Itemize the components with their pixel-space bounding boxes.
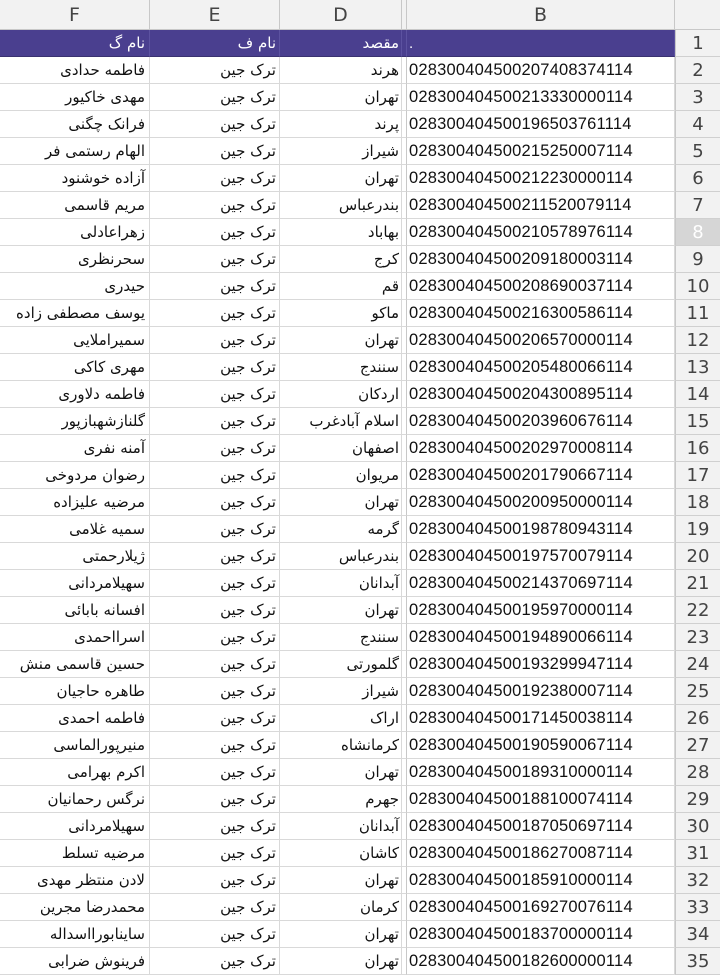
row-number[interactable]: 17	[675, 462, 720, 489]
tracking-number-suffix: 4	[623, 465, 633, 484]
tracking-number-text: 02830040450019757007911	[409, 546, 624, 565]
cell-last-name[interactable]: ترک جین	[150, 759, 280, 786]
tracking-number-text: 02830040450020396067611	[409, 411, 624, 430]
cell-destination[interactable]: کاشان	[280, 840, 402, 867]
tracking-number-suffix: 4	[623, 276, 633, 295]
row-number[interactable]: 15	[675, 408, 720, 435]
table-row	[0, 948, 720, 975]
table-row	[0, 705, 720, 732]
tracking-number-suffix: 4	[623, 870, 633, 889]
row-number[interactable]: 5	[675, 138, 720, 165]
tracking-number-text: 02830040450020095000011	[409, 492, 624, 511]
cell-first-name[interactable]: رضوان مردوخی	[0, 462, 150, 489]
row-number[interactable]: 29	[675, 786, 720, 813]
cell-tracking-number[interactable]	[407, 732, 675, 759]
table-row	[0, 759, 720, 786]
cell-first-name[interactable]: مهدی خاکیور	[0, 84, 150, 111]
table-row	[0, 678, 720, 705]
tracking-number-text: 02830040450016927007611	[409, 897, 624, 916]
cell-last-name[interactable]: ترک جین	[150, 381, 280, 408]
cell-destination[interactable]: بندرعباس	[280, 543, 402, 570]
cell-destination[interactable]: اراک	[280, 705, 402, 732]
tracking-number-text: 02830040450019597000011	[409, 600, 624, 619]
header-cell-first-name[interactable]: نام گ	[0, 30, 150, 57]
column-header-e[interactable]: E	[150, 0, 280, 30]
cell-first-name[interactable]: منیرپورالماسی	[0, 732, 150, 759]
cell-tracking-number[interactable]	[407, 435, 675, 462]
cell-tracking-number[interactable]	[407, 786, 675, 813]
cell-destination[interactable]: تهران	[280, 948, 402, 975]
row-number[interactable]: 27	[675, 732, 720, 759]
cell-last-name[interactable]: ترک جین	[150, 84, 280, 111]
row-number[interactable]: 6	[675, 165, 720, 192]
cell-last-name[interactable]: ترک جین	[150, 354, 280, 381]
cell-last-name[interactable]: ترک جین	[150, 219, 280, 246]
row-number[interactable]: 13	[675, 354, 720, 381]
cell-destination[interactable]: گرمه	[280, 516, 402, 543]
cell-first-name[interactable]: محمدرضا مجرین	[0, 894, 150, 921]
table-row	[0, 57, 720, 84]
cell-tracking-number[interactable]	[407, 759, 675, 786]
row-number[interactable]: 8	[675, 219, 720, 246]
cell-first-name[interactable]: مرضیه تسلط	[0, 840, 150, 867]
cell-last-name[interactable]: ترک جین	[150, 273, 280, 300]
tracking-number-suffix: 4	[623, 951, 633, 970]
tracking-number-suffix: 4	[623, 708, 633, 727]
tracking-number-suffix: 4	[623, 60, 633, 79]
cell-first-name[interactable]: سهیلامردانی	[0, 813, 150, 840]
tracking-number-suffix: 4	[623, 384, 633, 403]
tracking-number-suffix: 4	[623, 141, 633, 160]
tracking-number-text: 02830040450020918000311	[409, 249, 624, 268]
tracking-number-text: 02830040450021057897611	[409, 222, 624, 241]
row-number[interactable]: 9	[675, 246, 720, 273]
cell-last-name[interactable]: ترک جین	[150, 948, 280, 975]
cell-tracking-number[interactable]	[407, 381, 675, 408]
row-number[interactable]: 4	[675, 111, 720, 138]
table-row	[0, 894, 720, 921]
cell-tracking-number[interactable]	[407, 138, 675, 165]
tracking-number-text: 02830040450018370000011	[409, 924, 624, 943]
cell-tracking-number[interactable]	[407, 219, 675, 246]
cell-first-name[interactable]: فرینوش ضرابی	[0, 948, 150, 975]
cell-tracking-number[interactable]	[407, 489, 675, 516]
cell-first-name[interactable]: یوسف مصطفی زاده	[0, 300, 150, 327]
cell-last-name[interactable]: ترک جین	[150, 732, 280, 759]
tracking-number-suffix: 4	[623, 573, 633, 592]
row-number[interactable]: 16	[675, 435, 720, 462]
tracking-number-suffix: 4	[623, 681, 633, 700]
row-number[interactable]: 22	[675, 597, 720, 624]
cell-last-name[interactable]: ترک جین	[150, 624, 280, 651]
row-number[interactable]: 25	[675, 678, 720, 705]
tracking-number-text: 02830040450018810007411	[409, 789, 624, 808]
tracking-number-text: 02830040450018627008711	[409, 843, 624, 862]
cell-destination[interactable]: تهران	[280, 759, 402, 786]
row-number[interactable]: 12	[675, 327, 720, 354]
table-row	[0, 273, 720, 300]
cell-tracking-number[interactable]	[407, 111, 675, 138]
table-header-row	[0, 30, 720, 57]
row-number[interactable]: 20	[675, 543, 720, 570]
tracking-number-suffix: 4	[623, 303, 633, 322]
row-number[interactable]: 18	[675, 489, 720, 516]
table-row	[0, 354, 720, 381]
cell-last-name[interactable]: ترک جین	[150, 138, 280, 165]
cell-destination[interactable]: قم	[280, 273, 402, 300]
row-number[interactable]: 3	[675, 84, 720, 111]
cell-tracking-number[interactable]	[407, 678, 675, 705]
cell-first-name[interactable]: اسرااحمدی	[0, 624, 150, 651]
tracking-number-text: 02830040450020740837411	[409, 60, 624, 79]
cell-first-name[interactable]: الهام رستمی فر	[0, 138, 150, 165]
cell-tracking-number[interactable]	[407, 516, 675, 543]
cell-tracking-number[interactable]	[407, 705, 675, 732]
cell-destination[interactable]: کرمانشاه	[280, 732, 402, 759]
table-row	[0, 840, 720, 867]
cell-first-name[interactable]: فاطمه احمدی	[0, 705, 150, 732]
cell-last-name[interactable]: ترک جین	[150, 894, 280, 921]
row-number[interactable]: 31	[675, 840, 720, 867]
tracking-number-text: 02830040450018260000011	[409, 951, 624, 970]
cell-last-name[interactable]: ترک جین	[150, 435, 280, 462]
table-row	[0, 570, 720, 597]
table-row	[0, 786, 720, 813]
row-number[interactable]: 32	[675, 867, 720, 894]
cell-destination[interactable]: اصفهان	[280, 435, 402, 462]
tracking-number-suffix: 4	[623, 519, 633, 538]
cell-tracking-number[interactable]	[407, 813, 675, 840]
cell-destination[interactable]: شیراز	[280, 138, 402, 165]
tracking-number-suffix: 4	[623, 735, 633, 754]
table-row	[0, 921, 720, 948]
row-number[interactable]: 7	[675, 192, 720, 219]
cell-first-name[interactable]: فاطمه حدادی	[0, 57, 150, 84]
table-row	[0, 84, 720, 111]
tracking-number-suffix: 4	[623, 789, 633, 808]
tracking-number-suffix: 4	[623, 492, 633, 511]
cell-tracking-number[interactable]	[407, 165, 675, 192]
table-row	[0, 327, 720, 354]
tracking-number-suffix: 4	[623, 87, 633, 106]
cell-destination[interactable]: بندرعباس	[280, 192, 402, 219]
tracking-number-text: 02830040450020430089511	[409, 384, 624, 403]
cell-last-name[interactable]: ترک جین	[150, 489, 280, 516]
cell-first-name[interactable]: افسانه بابائی	[0, 597, 150, 624]
row-number[interactable]: 2	[675, 57, 720, 84]
row-number[interactable]: 24	[675, 651, 720, 678]
tracking-number-suffix: 4	[623, 627, 633, 646]
header-cell-destination[interactable]: مقصد	[280, 30, 402, 57]
cell-destination[interactable]: تهران	[280, 489, 402, 516]
table-row	[0, 192, 720, 219]
tracking-number-text: 02830040450021223000011	[409, 168, 624, 187]
cell-last-name[interactable]: ترک جین	[150, 192, 280, 219]
row-number[interactable]: 14	[675, 381, 720, 408]
cell-destination[interactable]: گلمورتی	[280, 651, 402, 678]
cell-last-name[interactable]: ترک جین	[150, 921, 280, 948]
cell-last-name[interactable]: ترک جین	[150, 165, 280, 192]
tracking-number-text: 02830040450018931000011	[409, 762, 624, 781]
cell-destination[interactable]: تهران	[280, 84, 402, 111]
cell-tracking-number[interactable]	[407, 570, 675, 597]
tracking-number-suffix: 4	[623, 222, 633, 241]
cell-tracking-number[interactable]	[407, 948, 675, 975]
cell-tracking-number[interactable]	[407, 192, 675, 219]
table-row	[0, 408, 720, 435]
cell-first-name[interactable]: زهراعادلی	[0, 219, 150, 246]
cell-tracking-number[interactable]	[407, 84, 675, 111]
cell-first-name[interactable]: لادن منتظر مهدی	[0, 867, 150, 894]
table-row	[0, 516, 720, 543]
tracking-number-text: 02830040450019878094311	[409, 519, 624, 538]
row-number[interactable]: 26	[675, 705, 720, 732]
cell-first-name[interactable]: گلنازشهبازپور	[0, 408, 150, 435]
cell-last-name[interactable]: ترک جین	[150, 678, 280, 705]
table-row	[0, 624, 720, 651]
cell-last-name[interactable]: ترک جین	[150, 516, 280, 543]
cell-destination[interactable]: مریوان	[280, 462, 402, 489]
row-number[interactable]: 30	[675, 813, 720, 840]
tracking-number-text: 02830040450019238000711	[409, 681, 624, 700]
header-cell-last-name[interactable]: نام ف	[150, 30, 280, 57]
table-row	[0, 543, 720, 570]
cell-tracking-number[interactable]	[407, 543, 675, 570]
cell-tracking-number[interactable]	[407, 867, 675, 894]
tracking-number-text: 02830040450020548006611	[409, 357, 624, 376]
cell-last-name[interactable]: ترک جین	[150, 111, 280, 138]
cell-tracking-number[interactable]	[407, 921, 675, 948]
tracking-number-text: 02830040450021437069711	[409, 573, 624, 592]
cell-last-name[interactable]: ترک جین	[150, 651, 280, 678]
tracking-number-suffix: 4	[623, 411, 633, 430]
cell-destination[interactable]: آبدانان	[280, 813, 402, 840]
column-header-b[interactable]: B	[407, 0, 675, 30]
tracking-number-suffix: 4	[623, 897, 633, 916]
cell-last-name[interactable]: ترک جین	[150, 246, 280, 273]
cell-destination[interactable]: اسلام آبادغرب	[280, 408, 402, 435]
cell-destination[interactable]: سنندج	[280, 354, 402, 381]
tracking-number-text: 02830040450017145003811	[409, 708, 624, 727]
cell-first-name[interactable]: طاهره حاجیان	[0, 678, 150, 705]
tracking-number-suffix: 4	[623, 843, 633, 862]
cell-first-name[interactable]: ژیلارحمتی	[0, 543, 150, 570]
table-row	[0, 867, 720, 894]
cell-last-name[interactable]: ترک جین	[150, 705, 280, 732]
table-row	[0, 165, 720, 192]
cell-first-name[interactable]: آمنه نفری	[0, 435, 150, 462]
table-row	[0, 651, 720, 678]
cell-destination[interactable]: کرج	[280, 246, 402, 273]
cell-destination[interactable]: ماکو	[280, 300, 402, 327]
cell-first-name[interactable]: سمیراملایی	[0, 327, 150, 354]
cell-first-name[interactable]: آزاده خوشنود	[0, 165, 150, 192]
table-row	[0, 732, 720, 759]
cell-last-name[interactable]: ترک جین	[150, 462, 280, 489]
table-row	[0, 219, 720, 246]
row-number[interactable]: 19	[675, 516, 720, 543]
tracking-number-text: 02830040450021525000711	[409, 141, 624, 160]
cell-first-name[interactable]: مهری کاکی	[0, 354, 150, 381]
tracking-number-suffix: 4	[623, 762, 633, 781]
row-number[interactable]: 10	[675, 273, 720, 300]
tracking-number-suffix: 4	[623, 330, 633, 349]
table-row	[0, 381, 720, 408]
cell-first-name[interactable]: حسین قاسمی منش	[0, 651, 150, 678]
tracking-number-text: 02830040450019489006611	[409, 627, 624, 646]
tracking-number-text: 02830040450021333000011	[409, 87, 624, 106]
column-header-f[interactable]: F	[0, 0, 150, 30]
cell-first-name[interactable]: سحرنظری	[0, 246, 150, 273]
cell-destination[interactable]: جهرم	[280, 786, 402, 813]
tracking-number-suffix: 4	[623, 249, 633, 268]
cell-destination[interactable]: تهران	[280, 921, 402, 948]
cell-tracking-number[interactable]	[407, 624, 675, 651]
row-number[interactable]: 35	[675, 948, 720, 975]
cell-last-name[interactable]: ترک جین	[150, 327, 280, 354]
cell-tracking-number[interactable]	[407, 273, 675, 300]
tracking-number-text: 02830040450020179066711	[409, 465, 624, 484]
tracking-number-text: 02830040450020869003711	[409, 276, 624, 295]
cell-destination[interactable]: کرمان	[280, 894, 402, 921]
header-cell-b[interactable]: .	[407, 30, 675, 57]
cell-first-name[interactable]: فرانک چگنی	[0, 111, 150, 138]
cell-first-name[interactable]: سمیه غلامی	[0, 516, 150, 543]
cell-first-name[interactable]: سهیلامردانی	[0, 570, 150, 597]
cell-last-name[interactable]: ترک جین	[150, 813, 280, 840]
cell-tracking-number[interactable]	[407, 597, 675, 624]
tracking-number-suffix: 4	[623, 924, 633, 943]
table-row	[0, 246, 720, 273]
row-number[interactable]: 21	[675, 570, 720, 597]
cell-destination[interactable]: سنندج	[280, 624, 402, 651]
cell-tracking-number[interactable]	[407, 462, 675, 489]
row-number[interactable]: 1	[675, 30, 720, 57]
cell-destination[interactable]: اردکان	[280, 381, 402, 408]
row-number[interactable]: 34	[675, 921, 720, 948]
row-number[interactable]: 28	[675, 759, 720, 786]
cell-first-name[interactable]: حیدری	[0, 273, 150, 300]
table-row	[0, 489, 720, 516]
cell-last-name[interactable]: ترک جین	[150, 57, 280, 84]
cell-first-name[interactable]: مریم قاسمی	[0, 192, 150, 219]
table-row	[0, 435, 720, 462]
tracking-number-text: 02830040450020297000811	[409, 438, 624, 457]
cell-last-name[interactable]: ترک جین	[150, 408, 280, 435]
cell-destination[interactable]: تهران	[280, 867, 402, 894]
select-all-corner[interactable]	[675, 0, 720, 30]
cell-tracking-number[interactable]	[407, 894, 675, 921]
cell-destination[interactable]: آبدانان	[280, 570, 402, 597]
cell-first-name[interactable]: ساینابورااسداله	[0, 921, 150, 948]
cell-last-name[interactable]: ترک جین	[150, 543, 280, 570]
tracking-number-suffix: 4	[623, 816, 633, 835]
cell-destination[interactable]: تهران	[280, 327, 402, 354]
cell-destination[interactable]: پرند	[280, 111, 402, 138]
cell-first-name[interactable]: نرگس رحمانیان	[0, 786, 150, 813]
tracking-number-suffix: 4	[623, 546, 633, 565]
cell-last-name[interactable]: ترک جین	[150, 570, 280, 597]
cell-destination[interactable]: تهران	[280, 597, 402, 624]
cell-first-name[interactable]: مرضیه علیزاده	[0, 489, 150, 516]
tracking-number-suffix: 4	[623, 600, 633, 619]
tracking-number-text: 02830040450018705069711	[409, 816, 624, 835]
cell-tracking-number[interactable]	[407, 840, 675, 867]
cell-destination[interactable]: تهران	[280, 165, 402, 192]
table-row	[0, 813, 720, 840]
cell-last-name[interactable]: ترک جین	[150, 597, 280, 624]
tracking-number-suffix: 4	[623, 438, 633, 457]
cell-tracking-number[interactable]	[407, 651, 675, 678]
cell-last-name[interactable]: ترک جین	[150, 300, 280, 327]
column-header-d[interactable]: D	[280, 0, 402, 30]
row-number[interactable]: 33	[675, 894, 720, 921]
cell-tracking-number[interactable]	[407, 408, 675, 435]
cell-tracking-number[interactable]	[407, 300, 675, 327]
cell-last-name[interactable]: ترک جین	[150, 786, 280, 813]
cell-tracking-number[interactable]	[407, 327, 675, 354]
table-row	[0, 462, 720, 489]
cell-tracking-number[interactable]	[407, 354, 675, 381]
cell-first-name[interactable]: اکرم بهرامی	[0, 759, 150, 786]
tracking-number-text: 02830040450019329994711	[409, 654, 624, 673]
cell-tracking-number[interactable]	[407, 57, 675, 84]
tracking-number-text: 02830040450020657000011	[409, 330, 624, 349]
table-row	[0, 300, 720, 327]
table-row	[0, 138, 720, 165]
row-number[interactable]: 23	[675, 624, 720, 651]
cell-tracking-number[interactable]	[407, 246, 675, 273]
tracking-number-text: 02830040450021152007911	[409, 195, 623, 214]
tracking-number-text: 02830040450019650376111	[409, 114, 623, 133]
cell-destination[interactable]: بهاباد	[280, 219, 402, 246]
tracking-number-text: 02830040450019059006711	[409, 735, 624, 754]
table-row	[0, 597, 720, 624]
row-number[interactable]: 11	[675, 300, 720, 327]
tracking-number-suffix: 4	[623, 168, 633, 187]
cell-destination[interactable]: هرند	[280, 57, 402, 84]
tracking-number-suffix: 4	[622, 195, 632, 214]
cell-destination[interactable]: شیراز	[280, 678, 402, 705]
tracking-number-text: 02830040450021630058611	[409, 303, 624, 322]
cell-last-name[interactable]: ترک جین	[150, 840, 280, 867]
table-row	[0, 111, 720, 138]
tracking-number-suffix: 4	[622, 114, 632, 133]
tracking-number-suffix: 4	[623, 654, 633, 673]
tracking-number-suffix: 4	[623, 357, 633, 376]
tracking-number-text: 02830040450018591000011	[409, 870, 624, 889]
cell-first-name[interactable]: فاطمه دلاوری	[0, 381, 150, 408]
cell-last-name[interactable]: ترک جین	[150, 867, 280, 894]
